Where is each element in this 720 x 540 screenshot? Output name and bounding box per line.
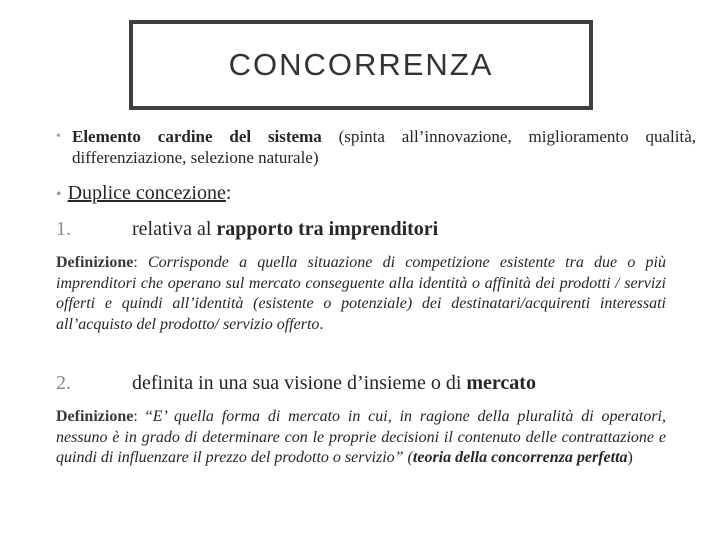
definition-text: Corrisponde a quella situazione di competizione esistente tra due o più imprenditori che operano sul mercato conseguente alla identità o affinità dei prodotti / servizi offerti e quindi all’identità (esistente o potenziale) dei destinatari/acquirenti interessati all’acquisto del prodotto/ servizio offerto: [56, 254, 666, 333]
item-number: 2.: [56, 372, 71, 394]
slide-title: CONCORRENZA: [228, 47, 494, 82]
definition-label: Definizione:: [56, 408, 146, 425]
bullet-body: [56, 126, 696, 168]
item-bold-text: rapporto tra imprenditori: [216, 218, 439, 240]
bullet-duplice-concezione: [56, 181, 231, 207]
item-number: 1.: [56, 218, 71, 240]
bullet-rest-text: (spinta all’innovazione, miglioramento qualità, differenziazione, selezione naturale): [72, 127, 697, 167]
definition-text: E’ quella forma di mercato in cui, in ragione della pluralità di operatori, nessuno è in grado di determinare con le proprie decisioni il contenuto delle contrattazione e quindi di influenzare il prezzo del prodotto o servizio” (: [56, 408, 666, 466]
definition-end: .: [319, 315, 324, 333]
definition-2: [56, 407, 666, 469]
bullet-dot-icon: •: [56, 186, 62, 203]
title-box: [129, 20, 593, 110]
bullet-dot-icon: •: [56, 129, 61, 144]
bullet-elemento-cardine: [56, 126, 696, 168]
numbered-item-2: [56, 371, 536, 395]
bullet-bold-text: Elemento cardine del sistema: [72, 127, 322, 146]
item-bold-text: mercato: [466, 372, 536, 394]
definition-label: Definizione:: [56, 254, 148, 271]
definition-close: ): [627, 449, 633, 466]
duplice-label: Duplice concezione: [67, 182, 226, 204]
item-text: definita in una sua visione d’insieme o di: [132, 372, 467, 394]
definition-quote-open: “: [145, 408, 153, 425]
definition-1: [56, 253, 666, 335]
item-text: relativa al: [132, 218, 217, 240]
duplice-colon: :: [225, 182, 232, 204]
definition-bold-italic: teoria della concorrenza perfetta: [412, 449, 628, 466]
numbered-item-1: [56, 217, 438, 241]
